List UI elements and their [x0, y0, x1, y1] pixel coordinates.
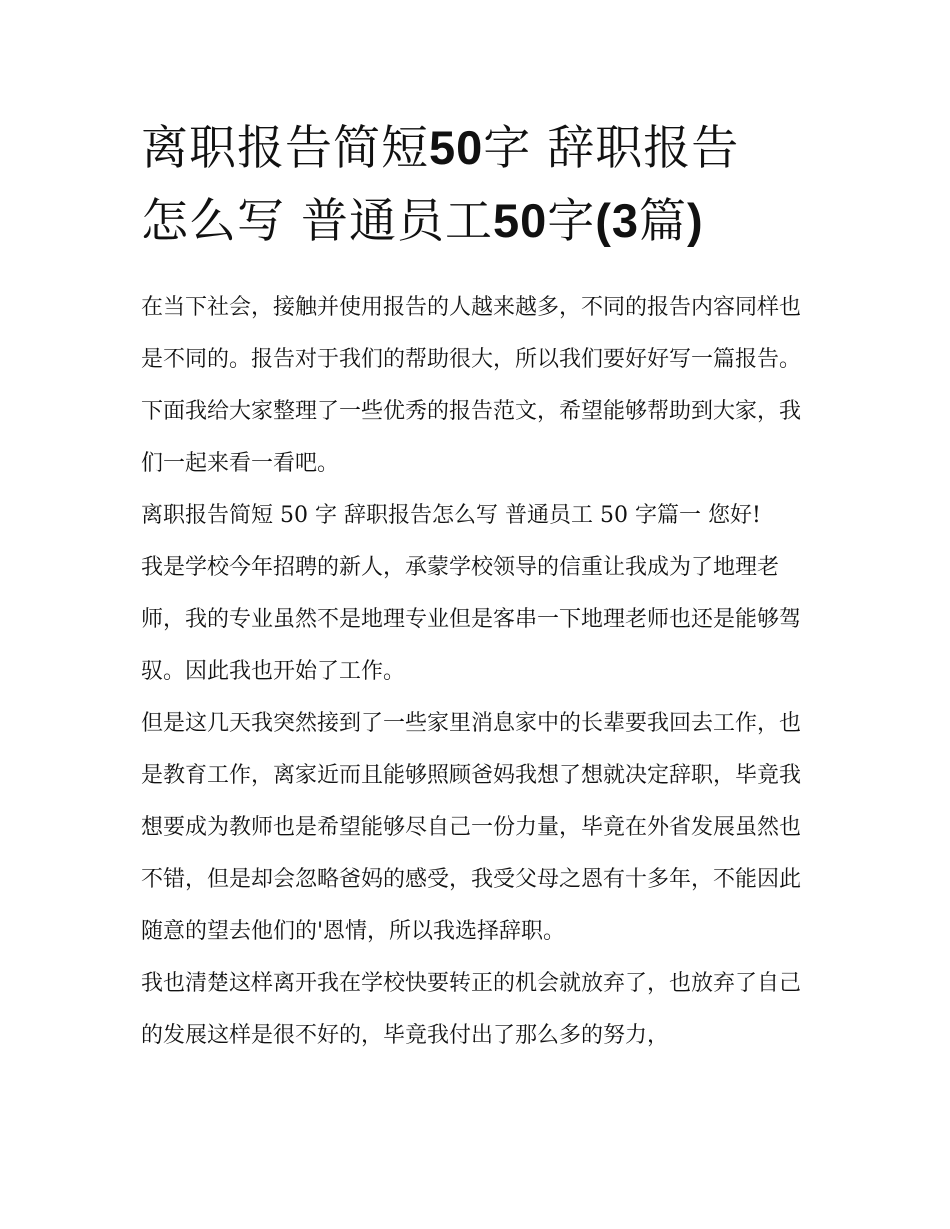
title-close-paren: ): [687, 194, 704, 247]
document-content: [141, 112, 813, 1062]
title-line1b-text: 字 辞职报告: [483, 121, 740, 176]
document-title: [141, 112, 813, 258]
title-number-2: 50: [492, 194, 548, 247]
paragraph-body-1: 我是学校今年招聘的新人，承蒙学校领导的信重让我成为了地理老师，我的专业虽然不是地理专业但是客串一下地理老师也还是能够驾驭。因此我也开始了工作。: [141, 555, 802, 684]
title-paren-count: (3: [595, 194, 640, 247]
paragraph-body-3: 我也清楚这样离开我在学校快要转正的机会就放弃了，也放弃了自己的发展这样是很不好的，毕竟我付出了那么多的努力，: [141, 971, 802, 1048]
title-line2-text: 怎么写 普通员工: [141, 194, 493, 249]
paragraph-body-2: 但是这几天我突然接到了一些家里消息家中的长辈要我回去工作，也是教育工作，离家近而且能够照顾爸妈我想了想就决定辞职，毕竟我想要成为教师也是希望能够尽自己一份力量，毕竟在外省发展虽然也不错，但是却会忽略爸妈的感受，我受父母之恩有十多年，不能因此随意的望去他们的'恩情，所以我选择辞职。: [141, 711, 802, 944]
paragraph-intro: 在当下社会，接触并使用报告的人越来越多，不同的报告内容同样也是不同的。报告对于我们的帮助很大，所以我们要好好写一篇报告。下面我给大家整理了一些优秀的报告范文，希望能够帮助到大家，我们一起来看一看吧。: [141, 295, 802, 476]
title-pian-text: 篇: [639, 194, 688, 249]
title-number-1: 50: [429, 121, 484, 174]
document-body: [141, 282, 813, 1062]
paragraph-section-heading: 离职报告简短 50 字 辞职报告怎么写 普通员工 50 字篇一 您好!: [141, 503, 761, 528]
title-line1-text: 离职报告简短: [141, 121, 429, 176]
title-line2b-text: 字: [547, 194, 596, 249]
